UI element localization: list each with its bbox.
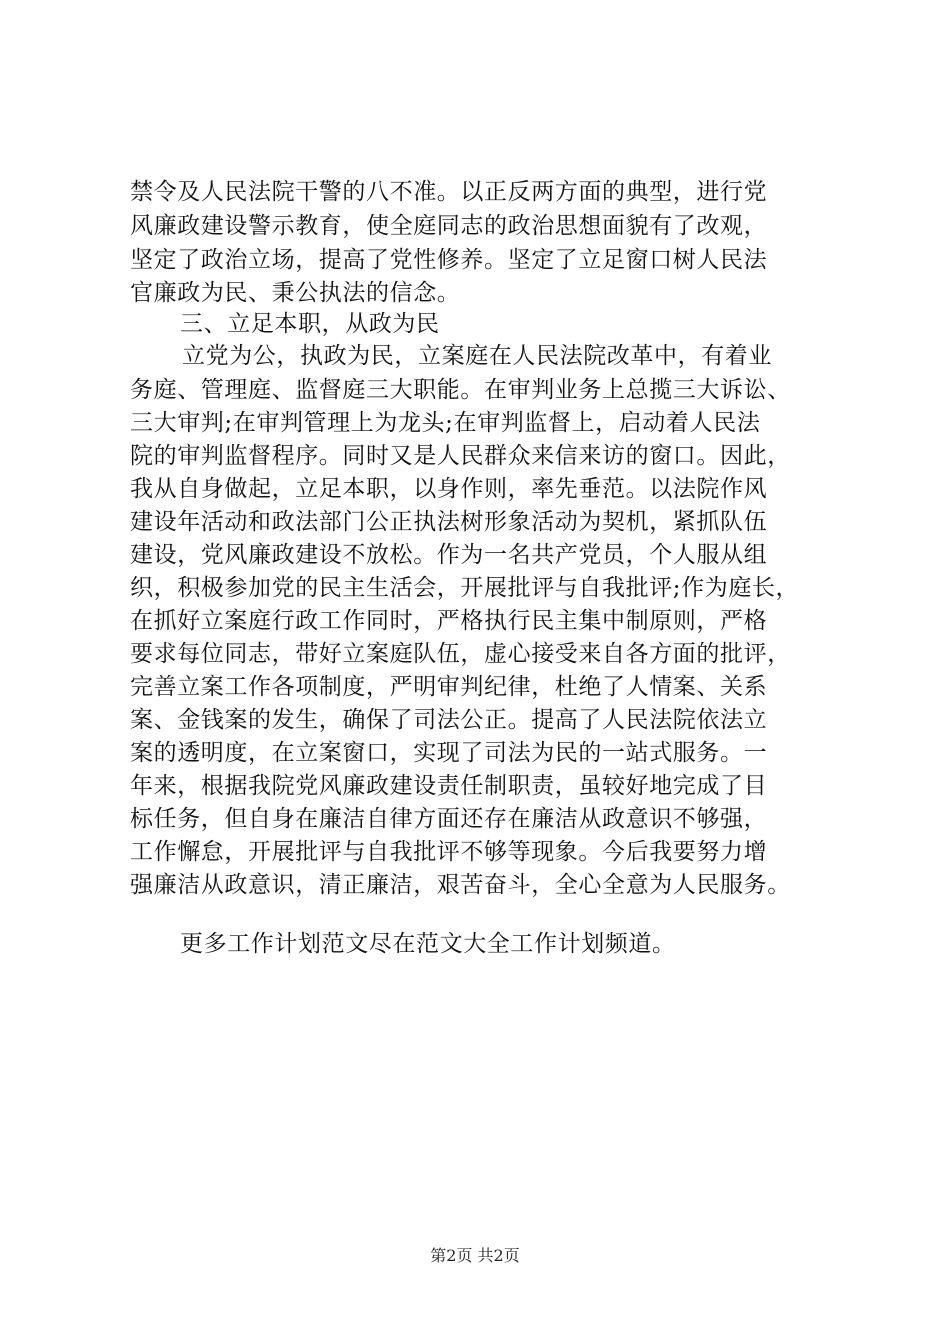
section-heading: 三、立足本职，从政为民 bbox=[180, 311, 440, 337]
body-line: 我从自身做起，立足本职，以身作则，率先垂范。以法院作风 bbox=[130, 476, 768, 502]
body-line: 案的透明度，在立案窗口，实现了司法为民的一站式服务。一 bbox=[130, 740, 768, 766]
body-line: 立党为公，执政为民，立案庭在人民法院改革中，有着业 bbox=[182, 343, 772, 369]
body-line: 工作懈怠，开展批评与自我批评不够等现象。今后我要努力增 bbox=[130, 839, 768, 865]
body-line: 要求每位同志，带好立案庭队伍，虚心接受来自各方面的批评， bbox=[130, 641, 791, 667]
body-line: 风廉政建设警示教育，使全庭同志的政治思想面貌有了改观， bbox=[130, 213, 768, 239]
body-line: 院的审判监督程序。同时又是人民群众来信来访的窗口。因此， bbox=[130, 443, 791, 469]
body-line: 完善立案工作各项制度，严明审判纪律，杜绝了人情案、关系 bbox=[130, 674, 768, 700]
body-line: 标任务，但自身在廉洁自律方面还存在廉洁从政意识不够强， bbox=[130, 806, 768, 832]
closing-note: 更多工作计划范文尽在范文大全工作计划频道。 bbox=[180, 931, 676, 957]
body-line: 强廉洁从政意识，清正廉洁，艰苦奋斗，全心全意为人民服务。 bbox=[130, 872, 791, 898]
body-line: 年来，根据我院党风廉政建设责任制职责，虽较好地完成了目 bbox=[130, 773, 768, 799]
body-line: 建设年活动和政法部门公正执法树形象活动为契机，紧抓队伍 bbox=[130, 509, 768, 535]
body-line: 禁令及人民法院干警的八不准。以正反两方面的典型，进行党 bbox=[130, 179, 768, 205]
body-line: 官廉政为民、秉公执法的信念。 bbox=[130, 280, 461, 306]
body-line: 织，积极参加党的民主生活会，开展批评与自我批评;作为庭长， bbox=[130, 575, 800, 601]
body-line: 建设，党风廉政建设不放松。作为一名共产党员，个人服从组 bbox=[130, 542, 768, 568]
body-line: 案、金钱案的发生，确保了司法公正。提高了人民法院依法立 bbox=[130, 707, 768, 733]
body-line: 三大审判;在审判管理上为龙头;在审判监督上，启动着人民法 bbox=[130, 410, 761, 436]
body-line: 务庭、管理庭、监督庭三大职能。在审判业务上总揽三大诉讼、 bbox=[130, 377, 791, 403]
body-line: 坚定了政治立场，提高了党性修养。坚定了立足窗口树人民法 bbox=[130, 247, 768, 273]
body-line: 在抓好立案庭行政工作同时，严格执行民主集中制原则，严格 bbox=[130, 608, 768, 634]
page-number-footer: 第2页 共2页 bbox=[430, 1246, 520, 1265]
